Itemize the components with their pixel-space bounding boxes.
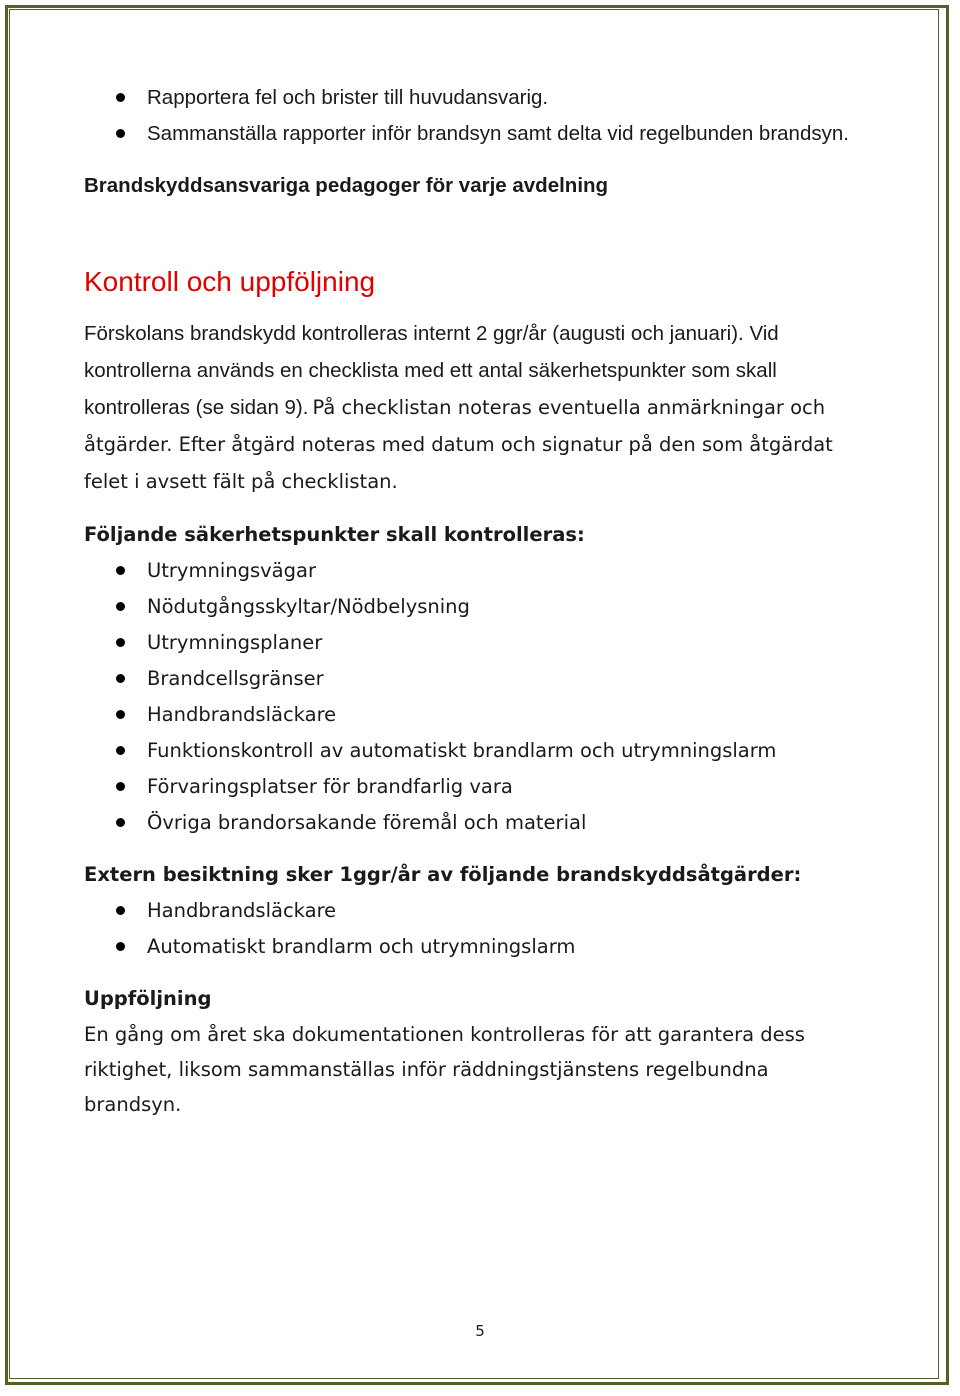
list-item-text: Sammanställa rapporter inför brandsyn samt delta vid regelbunden brandsyn. <box>147 122 849 145</box>
list-item <box>84 553 864 589</box>
list-item-text: Förvaringsplatser för brandfarlig vara <box>147 775 513 798</box>
bullet-icon <box>116 942 125 951</box>
responsibility-list <box>84 80 864 152</box>
list-item <box>84 661 864 697</box>
list-item <box>84 116 864 152</box>
bullet-icon <box>116 93 125 102</box>
bullet-icon <box>116 746 125 755</box>
list-item <box>84 893 864 929</box>
list-item <box>84 625 864 661</box>
intro-paragraph <box>84 316 864 501</box>
bullet-icon <box>116 710 125 719</box>
list-item <box>84 805 864 841</box>
external-inspection-list <box>84 893 864 965</box>
list-item <box>84 589 864 625</box>
list-item-text: Brandcellsgränser <box>147 667 324 690</box>
page-number: 5 <box>475 1322 485 1340</box>
responsible-heading: Brandskyddsansvariga pedagoger för varje avdelning <box>84 174 609 197</box>
list-item-text: Utrymningsplaner <box>147 631 323 654</box>
checkpoints-list <box>84 553 864 841</box>
bullet-icon <box>116 818 125 827</box>
list-item-text: Rapportera fel och brister till huvudansvarig. <box>147 86 549 109</box>
list-item <box>84 733 864 769</box>
external-inspection-heading: Extern besiktning sker 1ggr/år av följande brandskyddsåtgärder: <box>84 863 802 886</box>
intro-text-b: På checklistan noteras eventuella anmärkningar och åtgärder. Efter åtgärd noteras med datum och signatur på den som åtgärdat felet i avsett fält på checklistan. <box>84 396 833 493</box>
bullet-icon <box>116 674 125 683</box>
list-item-text: Nödutgångsskyltar/Nödbelysning <box>147 595 470 618</box>
list-item-text: Handbrandsläckare <box>147 703 337 726</box>
checkpoints-heading: Följande säkerhetspunkter skall kontrolleras: <box>84 523 585 546</box>
list-item-text: Utrymningsvägar <box>147 559 316 582</box>
section-title: Kontroll och uppföljning <box>84 266 376 297</box>
bullet-icon <box>116 566 125 575</box>
bullet-icon <box>116 129 125 138</box>
bullet-icon <box>116 906 125 915</box>
list-item-text: Övriga brandorsakande föremål och material <box>147 811 587 834</box>
bullet-icon <box>116 638 125 647</box>
list-item-text: Automatiskt brandlarm och utrymningslarm <box>147 935 576 958</box>
bullet-icon <box>116 602 125 611</box>
page-content <box>84 80 864 1122</box>
followup-paragraph: En gång om året ska dokumentationen kontrolleras för att garantera dess riktighet, liksom sammanställas inför räddningstjänstens regelbundna brandsyn. <box>84 1023 805 1116</box>
intro-text-a: Förskolans brandskydd kontrolleras internt 2 ggr/år (augusti och januari). Vid kontrollerna används en checklista med ett antal säkerhetspunkter som skall kontrolleras (se sidan 9). <box>84 322 779 419</box>
list-item-text: Handbrandsläckare <box>147 899 337 922</box>
followup-heading: Uppföljning <box>84 987 212 1010</box>
bullet-icon <box>116 782 125 791</box>
list-item <box>84 929 864 965</box>
list-item <box>84 769 864 805</box>
list-item-text: Funktionskontroll av automatiskt brandlarm och utrymningslarm <box>147 739 777 762</box>
list-item <box>84 697 864 733</box>
list-item <box>84 80 864 116</box>
